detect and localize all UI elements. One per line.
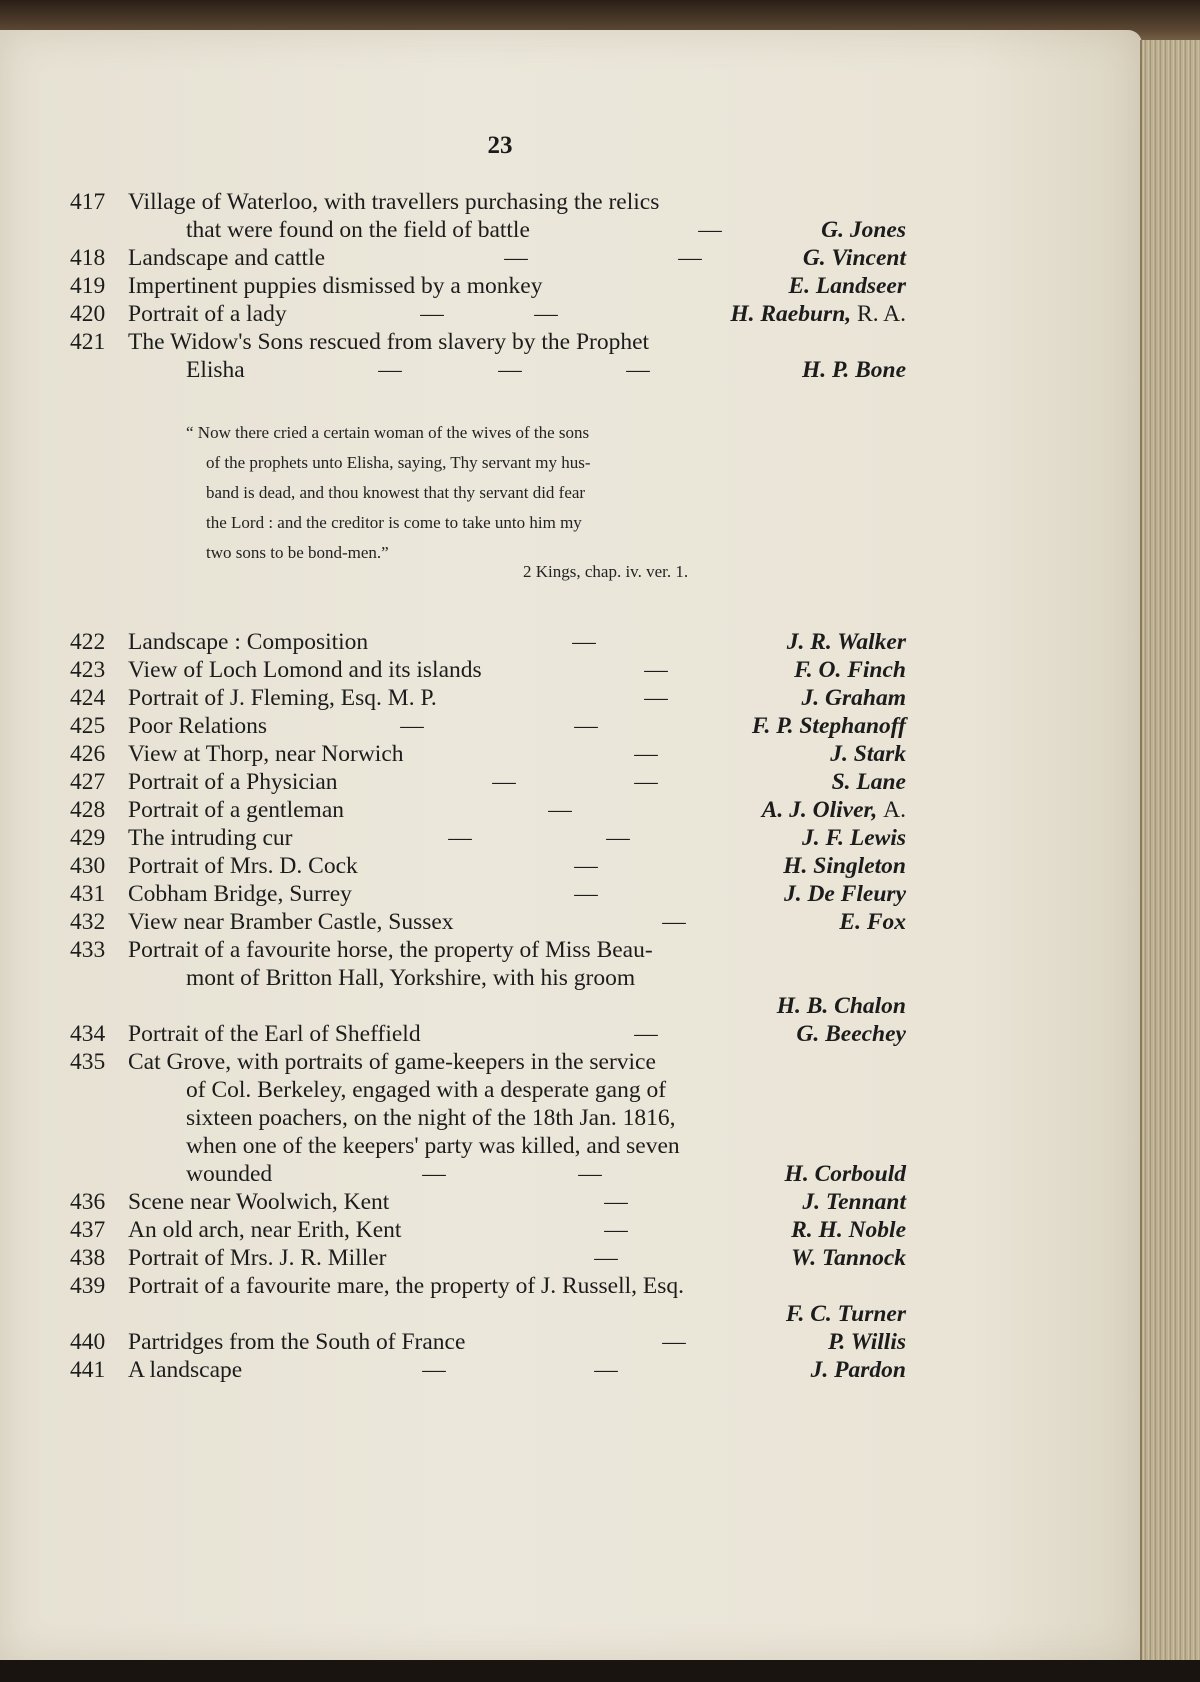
catalogue-entry-continuation — [70, 1132, 906, 1161]
catalogue-entry — [70, 712, 906, 741]
entry-title: View of Loch Lomond and its islands — [128, 657, 482, 683]
catalogue-entry-artist-line — [70, 1300, 906, 1329]
entry-title-continued: mont of Britton Hall, Yorkshire, with his groom — [186, 965, 636, 991]
catalogue-entry — [70, 1216, 906, 1245]
entry-dash: — — [400, 713, 424, 739]
catalogue-entry — [70, 880, 906, 909]
entry-dash: — — [644, 657, 668, 683]
catalogue-entry — [70, 908, 906, 937]
entry-artist — [762, 796, 906, 825]
entry-number: 435 — [70, 1049, 106, 1075]
entry-dash: — — [572, 629, 596, 655]
entry-number: 439 — [70, 1273, 106, 1299]
entry-number: 434 — [70, 1021, 106, 1047]
entry-dash: — — [678, 245, 702, 271]
entry-title: Partridges from the South of France — [128, 1329, 466, 1355]
entry-number: 440 — [70, 1329, 106, 1355]
entry-number: 441 — [70, 1357, 106, 1383]
entry-dash: — — [604, 1217, 628, 1243]
entry-title: Impertinent puppies dismissed by a monkey — [128, 273, 543, 299]
entry-title: Cat Grove, with portraits of game-keepers in the service — [128, 1049, 656, 1075]
quote-line: the Lord : and the creditor is come to take unto him my — [206, 513, 582, 532]
entry-artist: J. Tennant — [802, 1189, 906, 1215]
entry-dash: — — [634, 741, 658, 767]
entry-artist: F. C. Turner — [785, 1301, 906, 1327]
catalogue-entry — [70, 300, 906, 329]
entry-title: The Widow's Sons rescued from slavery by the Prophet — [128, 329, 650, 355]
entry-dash: — — [492, 769, 516, 795]
entry-title: Portrait of a favourite mare, the property of J. Russell, Esq. — [128, 1273, 685, 1299]
entry-title-continued: Elisha — [186, 357, 245, 383]
catalogue-entry — [70, 1244, 906, 1273]
entry-dash: — — [594, 1357, 618, 1383]
artist-name: A. J. Oliver, — [761, 797, 878, 823]
entry-title: The intruding cur — [128, 825, 293, 851]
artist-name: H. Raeburn, — [730, 301, 852, 327]
entry-number: 436 — [70, 1189, 106, 1215]
entry-title: Landscape and cattle — [128, 245, 326, 271]
entry-artist: J. Graham — [801, 685, 906, 711]
entry-number: 424 — [70, 685, 106, 711]
entry-artist: F. P. Stephanoff — [751, 713, 906, 739]
entry-number: 419 — [70, 273, 106, 299]
entry-artist: G. Jones — [821, 217, 906, 243]
entry-title: Portrait of a lady — [128, 301, 287, 327]
entry-dash: — — [606, 825, 630, 851]
entry-number: 433 — [70, 937, 106, 963]
entry-number: 420 — [70, 301, 106, 327]
entry-number: 425 — [70, 713, 106, 739]
entry-artist: R. H. Noble — [791, 1217, 906, 1243]
entry-dash: — — [578, 1161, 602, 1187]
entry-number: 427 — [70, 769, 106, 795]
entry-dash: — — [574, 853, 598, 879]
entry-title: Village of Waterloo, with travellers purchasing the relics — [128, 189, 660, 215]
quote-line: of the prophets unto Elisha, saying, Thy servant my hus- — [206, 453, 591, 472]
entry-number: 432 — [70, 909, 106, 935]
entry-dash: — — [604, 1189, 628, 1215]
entry-dash: — — [698, 217, 722, 243]
entry-title: An old arch, near Erith, Kent — [128, 1217, 402, 1243]
catalogue-entry — [70, 656, 906, 685]
quote-line: two sons to be bond-men.” — [206, 543, 389, 562]
entry-number: 426 — [70, 741, 106, 767]
catalogue-entry — [70, 824, 906, 853]
catalogue-entry — [70, 936, 906, 965]
entry-artist: J. Stark — [830, 741, 906, 767]
catalogue-entry-continuation — [70, 1104, 906, 1133]
entry-title: View near Bramber Castle, Sussex — [128, 909, 454, 935]
catalogue-entry-continuation — [70, 216, 906, 245]
entry-dash: — — [574, 713, 598, 739]
catalogue-entry — [70, 1272, 906, 1301]
entry-title-continued: of Col. Berkeley, engaged with a desperate gang of — [186, 1077, 667, 1103]
entry-title: Landscape : Composition — [128, 629, 369, 655]
entry-number: 428 — [70, 797, 106, 823]
entry-number: 417 — [70, 189, 106, 215]
entry-dash: — — [422, 1161, 446, 1187]
entry-title-continued: when one of the keepers' party was killed, and seven — [186, 1133, 680, 1159]
entry-artist: J. Pardon — [810, 1357, 906, 1383]
catalogue-entry — [70, 1048, 906, 1077]
entry-number: 421 — [70, 329, 106, 355]
entry-title-continued: that were found on the field of battle — [186, 217, 530, 243]
catalogue-entry — [70, 796, 906, 825]
entry-dash: — — [662, 1329, 686, 1355]
page-number: 23 — [487, 132, 513, 159]
catalogue-entry-continuation — [70, 964, 906, 993]
entry-title-continued: wounded — [186, 1161, 273, 1187]
entry-dash: — — [574, 881, 598, 907]
catalogue-entry-continuation — [70, 1160, 906, 1189]
entry-number: 423 — [70, 657, 106, 683]
entry-dash: — — [534, 301, 558, 327]
entry-dash: — — [498, 357, 522, 383]
entry-dash: — — [378, 357, 402, 383]
entry-title: Scene near Woolwich, Kent — [128, 1189, 390, 1215]
entry-artist: S. Lane — [831, 769, 906, 795]
catalogue-entry — [70, 1020, 906, 1049]
entry-artist: G. Beechey — [796, 1021, 906, 1047]
catalogue-entry — [70, 740, 906, 769]
entry-dash: — — [644, 685, 668, 711]
entry-dash: — — [420, 301, 444, 327]
entry-artist: F. O. Finch — [794, 657, 906, 683]
catalogue-entry-continuation — [70, 1076, 906, 1105]
quote-reference: 2 Kings, chap. iv. ver. 1. — [523, 562, 689, 581]
catalogue-entry-continuation — [70, 356, 906, 385]
artist-title-suffix: R. A. — [857, 301, 906, 327]
entry-number: 418 — [70, 245, 106, 271]
catalogue-entry — [70, 272, 906, 301]
entry-artist: H. B. Chalon — [776, 993, 906, 1019]
entry-dash: — — [594, 1245, 618, 1271]
entry-number: 438 — [70, 1245, 106, 1271]
catalogue-entry — [70, 768, 906, 797]
catalogue-entry — [70, 328, 906, 357]
entry-number: 437 — [70, 1217, 106, 1243]
scan-border-bottom — [0, 1660, 1200, 1682]
entry-dash: — — [662, 909, 686, 935]
catalogue-entry — [70, 188, 906, 217]
entry-number: 422 — [70, 629, 106, 655]
entry-number: 430 — [70, 853, 106, 879]
entry-artist: W. Tannock — [791, 1245, 906, 1271]
entry-dash: — — [448, 825, 472, 851]
quote-line: “ Now there cried a certain woman of the wives of the sons — [186, 423, 590, 442]
entry-title: Portrait of a gentleman — [128, 797, 344, 823]
entry-artist: H. Singleton — [783, 853, 906, 879]
catalogue-entry — [70, 628, 906, 657]
entry-title: Portrait of Mrs. J. R. Miller — [128, 1245, 387, 1271]
catalogue-entry — [70, 852, 906, 881]
entry-title: Portrait of Mrs. D. Cock — [128, 853, 358, 879]
book-fore-edge — [1140, 40, 1200, 1660]
quote-line: band is dead, and thou knowest that thy servant did fear — [206, 483, 586, 502]
entry-artist: H. P. Bone — [801, 357, 906, 383]
entry-dash: — — [548, 797, 572, 823]
catalogue-entry — [70, 684, 906, 713]
entry-title: Portrait of J. Fleming, Esq. M. P. — [128, 685, 437, 711]
entry-artist: E. Landseer — [788, 273, 906, 299]
entry-artist: J. De Fleury — [783, 881, 906, 907]
entry-dash: — — [504, 245, 528, 271]
entry-dash: — — [626, 357, 650, 383]
entry-artist: P. Willis — [828, 1329, 906, 1355]
entry-artist: H. Corbould — [784, 1161, 906, 1187]
entry-title: Poor Relations — [128, 713, 268, 739]
entry-dash: — — [634, 1021, 658, 1047]
entry-artist: E. Fox — [839, 909, 906, 935]
entry-dash: — — [422, 1357, 446, 1383]
entry-title-continued: sixteen poachers, on the night of the 18th Jan. 1816, — [186, 1105, 676, 1131]
catalogue-entry — [70, 1356, 906, 1385]
entry-artist: G. Vincent — [802, 245, 906, 271]
catalogue-entry — [70, 244, 906, 273]
catalogue-entry-artist-line — [70, 992, 906, 1021]
entry-artist: J. R. Walker — [786, 629, 906, 655]
entry-title: View at Thorp, near Norwich — [128, 741, 404, 767]
entry-artist: J. F. Lewis — [801, 825, 906, 851]
entry-title: Portrait of a Physician — [128, 769, 338, 795]
entry-title: A landscape — [128, 1357, 243, 1383]
artist-title-suffix: A. — [883, 797, 906, 823]
entry-number: 431 — [70, 881, 106, 907]
entry-title: Portrait of the Earl of Sheffield — [128, 1021, 421, 1047]
entry-title: Portrait of a favourite horse, the property of Miss Beau- — [128, 937, 653, 963]
catalogue-entry — [70, 1328, 906, 1357]
catalogue-entry — [70, 1188, 906, 1217]
entry-number: 429 — [70, 825, 106, 851]
entry-artist — [730, 300, 906, 329]
entry-dash: — — [634, 769, 658, 795]
entry-title: Cobham Bridge, Surrey — [128, 881, 352, 907]
